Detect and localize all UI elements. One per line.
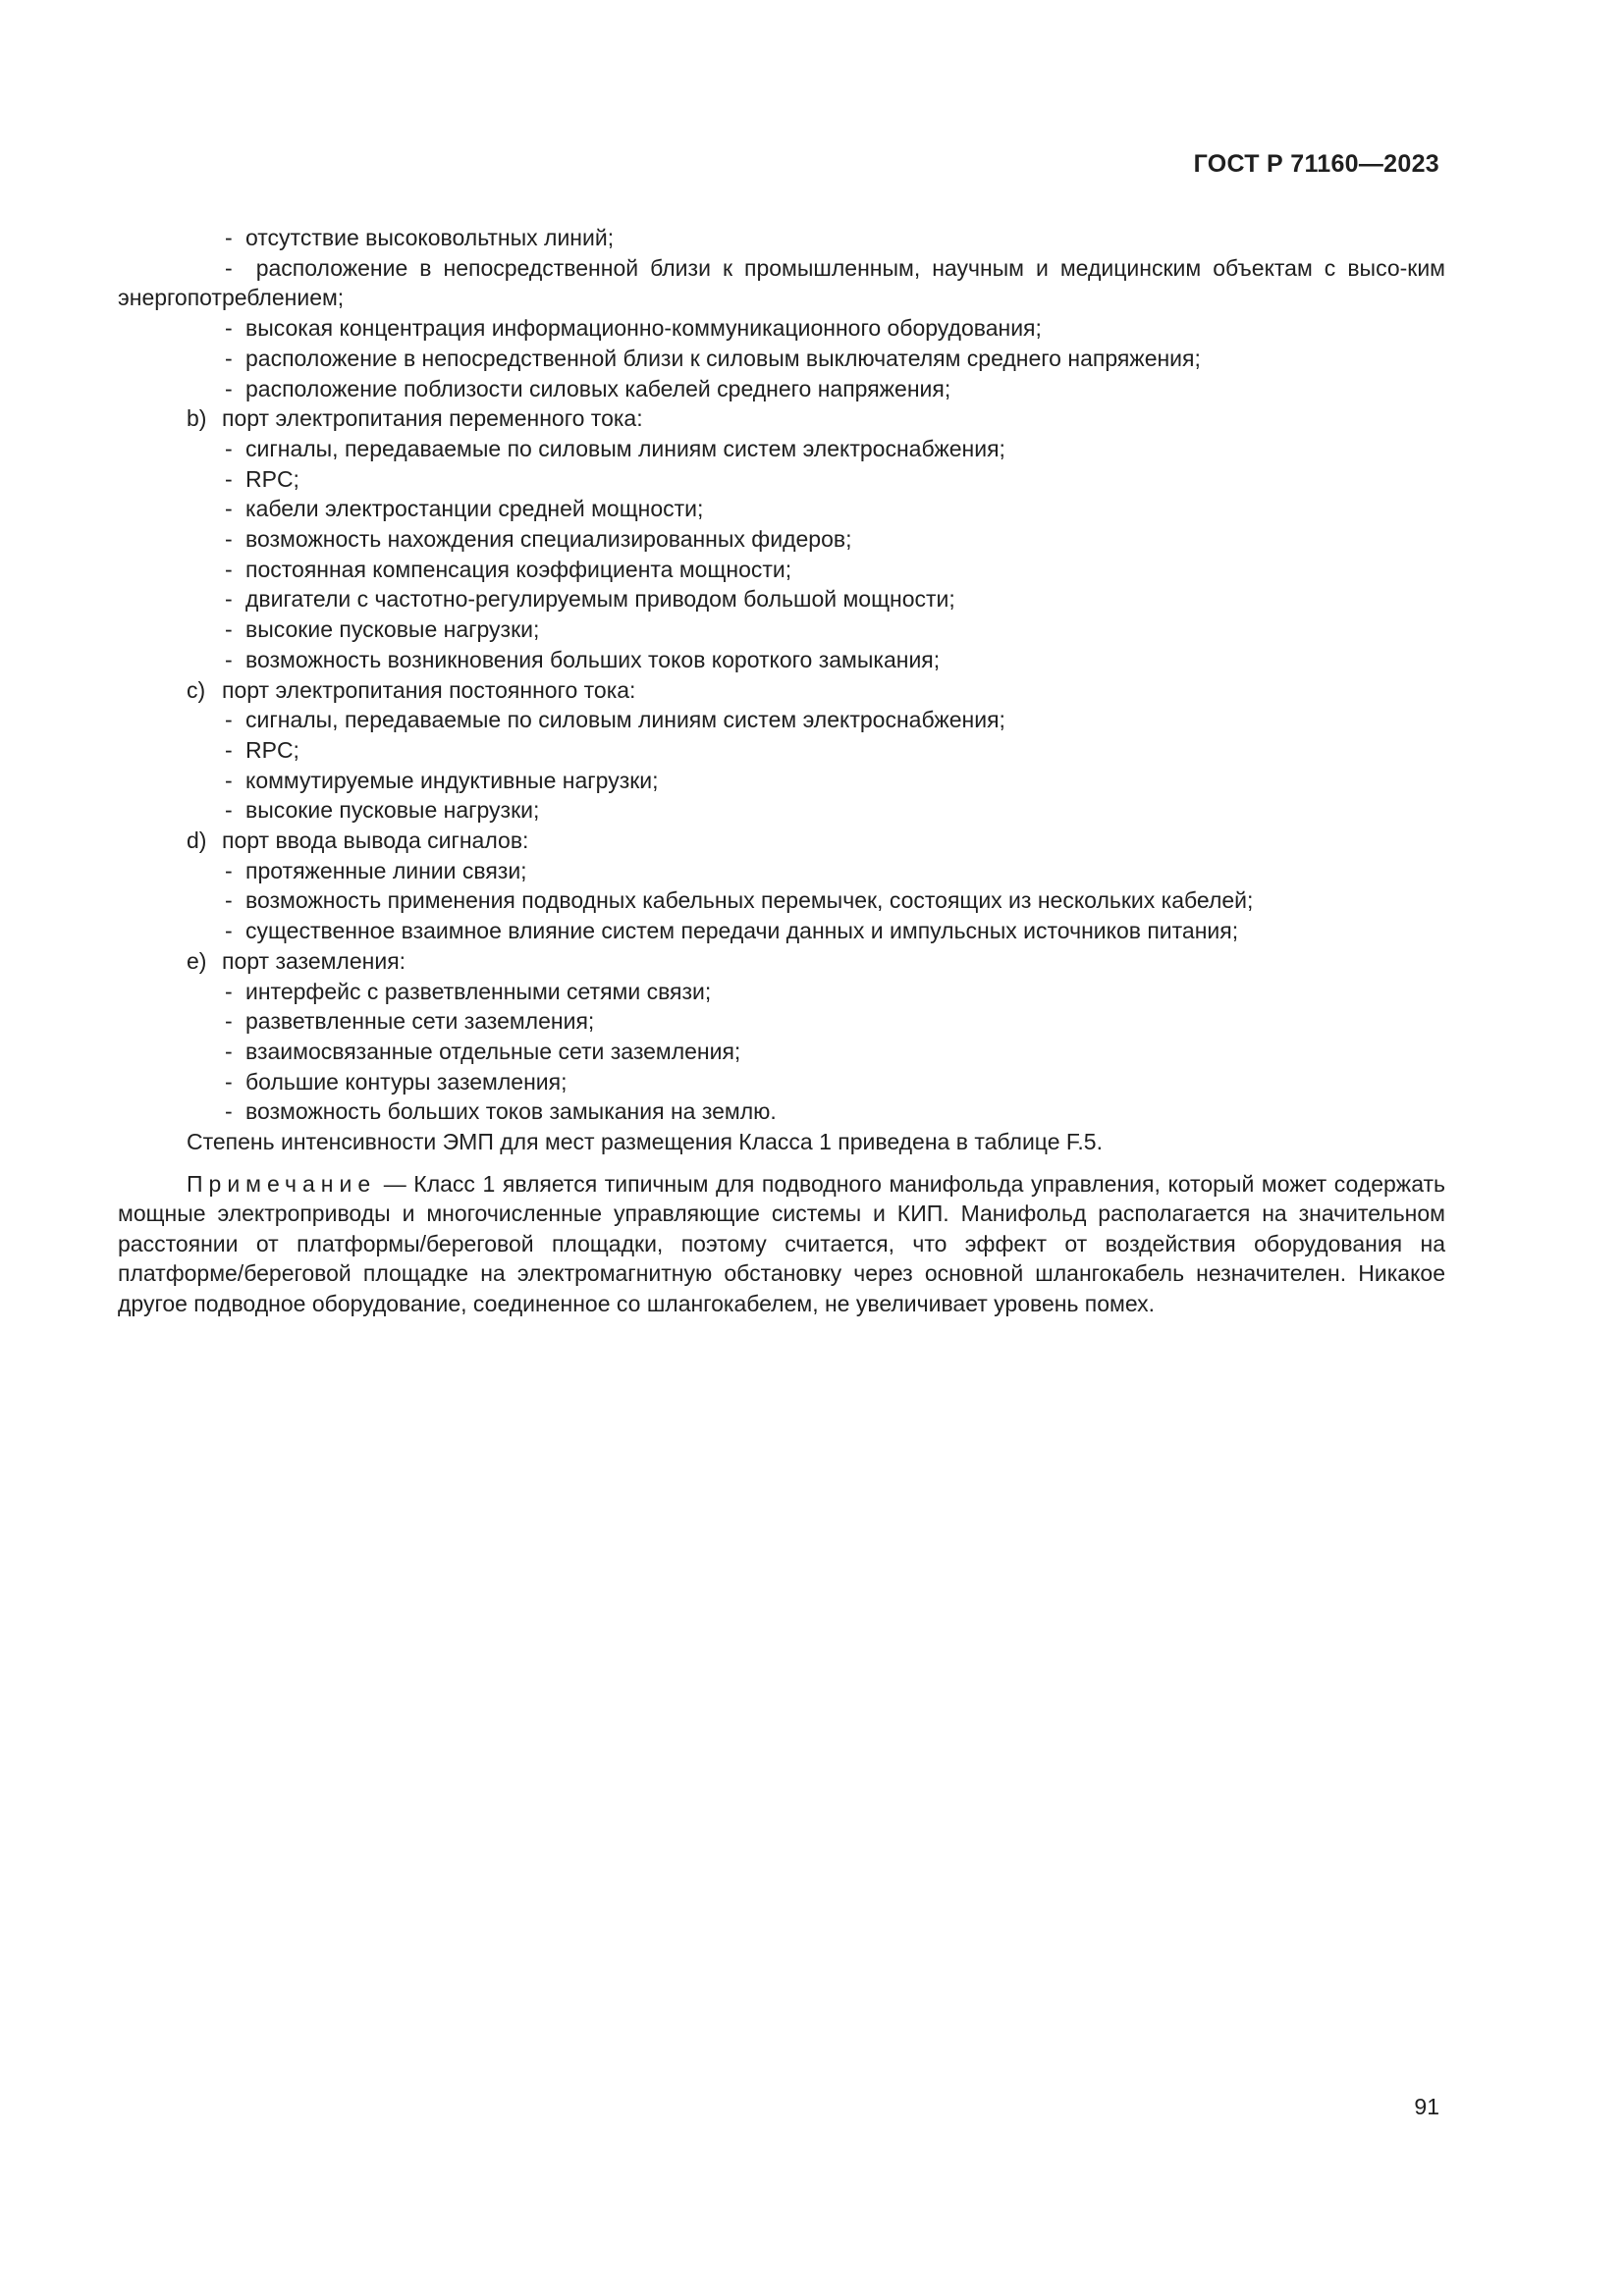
group-marker: e) (187, 947, 207, 974)
list-item-text: высокая концентрация информационно-коммуникационного оборудования; (245, 315, 1042, 342)
list-item (118, 885, 1445, 916)
dash-marker: - (225, 526, 233, 553)
list-item (118, 645, 1445, 675)
dash-marker: - (225, 315, 233, 342)
list-item (118, 795, 1445, 826)
dash-marker: - (225, 1008, 233, 1035)
list-item (118, 464, 1445, 495)
list-item-text: протяженные линии связи; (245, 857, 527, 883)
dash-marker: - (225, 767, 233, 793)
dash-marker: - (225, 707, 233, 733)
note-text: — Класс 1 является типичным для подводного манифольда управления, который может содержать мощные электроприводы и многочисленные управляющие системы и КИП. Манифольд располагается на значительном расстоянии от платформы/береговой площадки, поэтому считается, что эффект от воздействия оборудования на платформе/береговой площадке на электромагнитную обстановку через основной шлангокабель незначителен. Никакое другое подводное оборудование, соединенное со шлангокабелем, не увеличивает уровень помех. (118, 1170, 1445, 1316)
group-marker: c) (187, 676, 206, 703)
dash-marker: - (225, 225, 233, 250)
group-heading (118, 675, 1445, 706)
list-item (118, 1096, 1445, 1127)
group-title: порт заземления: (222, 947, 406, 974)
page-number: 91 (1414, 2094, 1439, 2119)
document-code-header: ГОСТ Р 71160—2023 (1193, 150, 1439, 178)
dash-marker: - (225, 1068, 233, 1095)
list-item (118, 584, 1445, 614)
list-item-text: возможность больших токов замыкания на землю. (245, 1098, 777, 1125)
list-item-text: RPC; (245, 465, 299, 492)
port-group (118, 946, 1445, 1127)
list-item (118, 1006, 1445, 1037)
note-paragraph (118, 1169, 1445, 1319)
list-item (118, 494, 1445, 524)
list-item-text: RPC; (245, 736, 299, 763)
group-marker: d) (187, 828, 207, 854)
list-item-text: сигналы, передаваемые по силовым линиям систем электроснабжения; (245, 435, 1005, 461)
list-item (118, 735, 1445, 766)
list-item (118, 856, 1445, 886)
list-item-text: большие контуры заземления; (245, 1068, 568, 1095)
group-title: порт электропитания постоянного тока: (222, 676, 636, 703)
port-groups (118, 403, 1445, 1127)
dash-marker: - (225, 496, 233, 522)
summary-paragraph: Степень интенсивности ЭМП для мест размещения Класса 1 приведена в таблице F.5. (187, 1129, 1103, 1155)
dash-marker: - (225, 918, 233, 944)
dash-marker: - (225, 345, 233, 371)
list-item (118, 344, 1445, 374)
group-title: порт ввода вывода сигналов: (222, 828, 529, 854)
list-item-text: расположение в непосредственной близи к промышленным, научным и медицинским объектам с высо-ким энергопотреблением; (118, 254, 1445, 311)
list-item-text: интерфейс с разветвленными сетями связи; (245, 978, 712, 1004)
dash-marker: - (225, 586, 233, 613)
list-a-continuation (118, 223, 1445, 403)
list-item-text: расположение в непосредственной близи к силовым выключателям среднего напряжения; (245, 345, 1201, 371)
list-item-text: высокие пусковые нагрузки; (245, 616, 540, 643)
page-content (118, 223, 1445, 1318)
dash-marker: - (225, 1098, 233, 1125)
list-item-text: разветвленные сети заземления; (245, 1008, 595, 1035)
list-item-text: двигатели с частотно-регулируемым приводом большой мощности; (245, 586, 955, 613)
dash-marker: - (225, 1038, 233, 1064)
list-item (118, 766, 1445, 796)
dash-marker: - (225, 646, 233, 672)
list-item (118, 253, 1445, 313)
list-item-text: расположение поблизости силовых кабелей среднего напряжения; (245, 375, 951, 401)
list-item-text: взаимосвязанные отдельные сети заземления; (245, 1038, 741, 1064)
port-group (118, 403, 1445, 674)
list-item (118, 524, 1445, 555)
dash-marker: - (225, 978, 233, 1004)
group-title: порт электропитания переменного тока: (222, 405, 643, 432)
list-item-text: сигналы, передаваемые по силовым линиям систем электроснабжения; (245, 707, 1005, 733)
list-item (118, 614, 1445, 645)
list-item-text: возможность возникновения больших токов короткого замыкания; (245, 646, 941, 672)
port-group (118, 675, 1445, 827)
list-item (118, 434, 1445, 464)
note-label: Примечание (187, 1170, 377, 1197)
dash-marker: - (225, 857, 233, 883)
list-item (118, 313, 1445, 344)
group-heading (118, 826, 1445, 856)
dash-marker: - (225, 556, 233, 582)
list-item (118, 223, 1445, 253)
dash-marker: - (225, 736, 233, 763)
list-item-text: кабели электростанции средней мощности; (245, 496, 704, 522)
dash-marker: - (225, 616, 233, 643)
list-item-text: возможность нахождения специализированных фидеров; (245, 526, 852, 553)
dash-marker: - (225, 465, 233, 492)
list-item (118, 555, 1445, 585)
list-item-text: коммутируемые индуктивные нагрузки; (245, 767, 659, 793)
port-group (118, 826, 1445, 946)
group-marker: b) (187, 405, 207, 432)
list-item (118, 1037, 1445, 1067)
list-item (118, 705, 1445, 735)
dash-marker: - (225, 435, 233, 461)
dash-marker: - (225, 887, 233, 914)
dash-marker: - (225, 375, 233, 401)
list-item-text: возможность применения подводных кабельных перемычек, состоящих из нескольких кабелей; (245, 887, 1254, 914)
group-heading (118, 946, 1445, 977)
list-item-text: отсутствие высоковольтных линий; (245, 225, 615, 250)
list-item (118, 916, 1445, 946)
list-item-text: постоянная компенсация коэффициента мощности; (245, 556, 792, 582)
list-item-text: существенное взаимное влияние систем передачи данных и импульсных источников питания; (245, 918, 1239, 944)
dash-marker: - (225, 797, 233, 824)
list-item (118, 1067, 1445, 1097)
dash-marker: - (225, 254, 233, 281)
list-item-text: высокие пусковые нагрузки; (245, 797, 540, 824)
group-heading (118, 403, 1445, 434)
list-item (118, 977, 1445, 1007)
list-item (118, 374, 1445, 404)
